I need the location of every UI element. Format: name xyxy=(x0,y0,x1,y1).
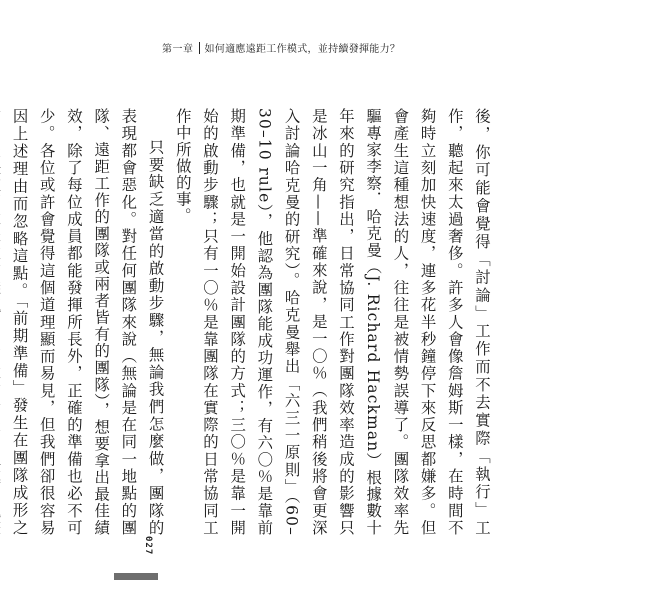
page-marker-bar xyxy=(114,573,158,580)
running-header xyxy=(162,40,400,55)
page-number: 027 xyxy=(143,536,153,556)
body-text xyxy=(0,108,495,536)
header-divider xyxy=(199,42,200,54)
paragraph-2: 只要缺乏適當的啟動步驟，無論我們怎麼做，團隊的表現都會惡化。對任何團隊來說（無論是在同一地點的團隊、遠距工作的團隊或兩者皆有的團隊），想要拿出最佳績效，除了每位成員都能發揮所長外，正確的準備也必不可少。各位或許會覺得這個道理顯而易見，但我們卻很容易因上述理由而忽略這點。「前期準備」發生在團隊成形之 xyxy=(10,108,165,536)
chapter-label: 第一章 xyxy=(162,44,194,55)
paragraph-1: 後，你可能會覺得「討論」工作而不去實際「執行」工作，聽起來太過奢侈。許多人會像詹姆斯一樣，在時間不夠時立刻加快速度，連多花半秒鐘停下來反思都嫌多。但會產生這種想法的人，往往是被情勢誤導了。團隊效率先驅專家李察．哈克曼（J. Richard Hackman）根據數十年來的研究指出，日常協同工作對團隊效率造成的影響只是冰山一角——準確來說，是一〇％（我們稍後將會更深入討論哈克曼的研究）。哈克曼舉出「六三一原則」（60–30–10 rule），他認為團隊能成功運作，有六〇％是靠前期準備，也就是一開始設計團隊的方式；三〇％是靠一開始的啟動步驟；只有一〇％是靠團隊在實際的日常協同工作中所做的事。 xyxy=(173,108,491,536)
chapter-title: 如何適應遠距工作模式，並持續發揮能力？ xyxy=(204,44,401,55)
